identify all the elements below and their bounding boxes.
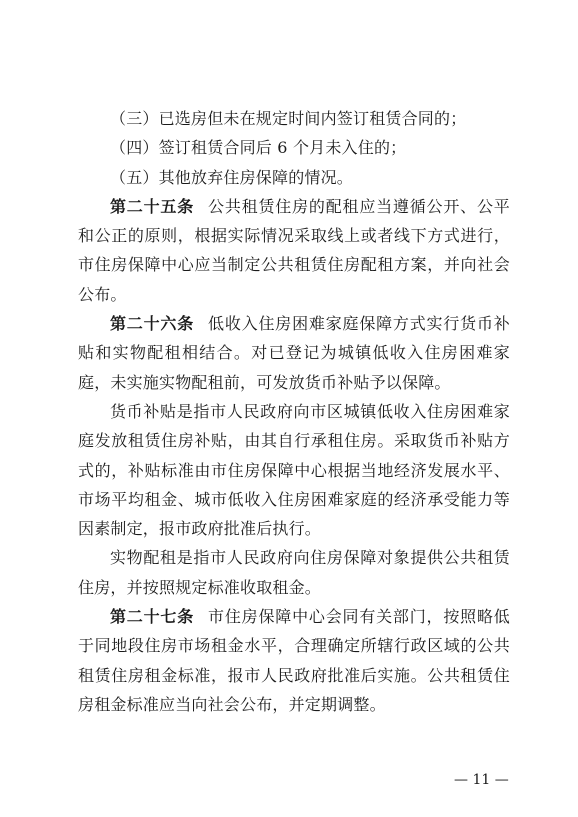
paragraph-text: 市住房保障中心会同有关部门，按照略低于同地段住房市场租金水平，合理确定所辖行政区域的公共租赁住房租金标准，报市人民政府批准后实施。公共租赁住房租金标准应当向社会公布，并定期调整。	[78, 607, 510, 714]
article-heading: 第二十七条	[110, 607, 195, 627]
paragraph-physical-allocation	[78, 543, 510, 602]
paragraph-text: （五）其他放弃住房保障的情况。	[110, 167, 354, 187]
article-heading: 第二十六条	[110, 314, 195, 334]
paragraph-item-4	[78, 133, 510, 162]
article-26	[78, 309, 510, 397]
paragraph-text: 货币补贴是指市人民政府向市区城镇低收入住房困难家庭发放租赁住房补贴，由其自行承租住房。采取货币补贴方式的，补贴标准由市住房保障中心根据当地经济发展水平、市场平均租金、城市低收入住房困难家庭的经济承受能力等因素制定，报市政府批准后执行。	[78, 401, 510, 539]
paragraph-text: 实物配租是指市人民政府向住房保障对象提供公共租赁住房，并按照规定标准收取租金。	[78, 548, 510, 597]
document-body	[78, 104, 510, 719]
article-heading: 第二十五条	[110, 196, 195, 216]
paragraph-text: 低收入住房困难家庭保障方式实行货币补贴和实物配租相结合。对已登记为城镇低收入住房困难家庭，未实施实物配租前，可发放货币补贴予以保障。	[78, 314, 510, 392]
paragraph-monetary-subsidy	[78, 397, 510, 543]
paragraph-text: （四）签订租赁合同后 6 个月未入住的；	[110, 138, 407, 158]
paragraph-text: （三）已选房但未在规定时间内签订租赁合同的；	[110, 109, 467, 128]
paragraph-item-5	[78, 163, 510, 192]
paragraph-text: 公共租赁住房的配租应当遵循公开、公平和公正的原则，根据实际情况采取线上或者线下方式进行，市住房保障中心应当制定公共租赁住房配租方案，并向社会公布。	[78, 196, 510, 304]
article-27	[78, 602, 510, 719]
paragraph-item-3	[78, 104, 510, 133]
page-number: — 11 —	[454, 772, 509, 788]
article-25	[78, 192, 510, 309]
